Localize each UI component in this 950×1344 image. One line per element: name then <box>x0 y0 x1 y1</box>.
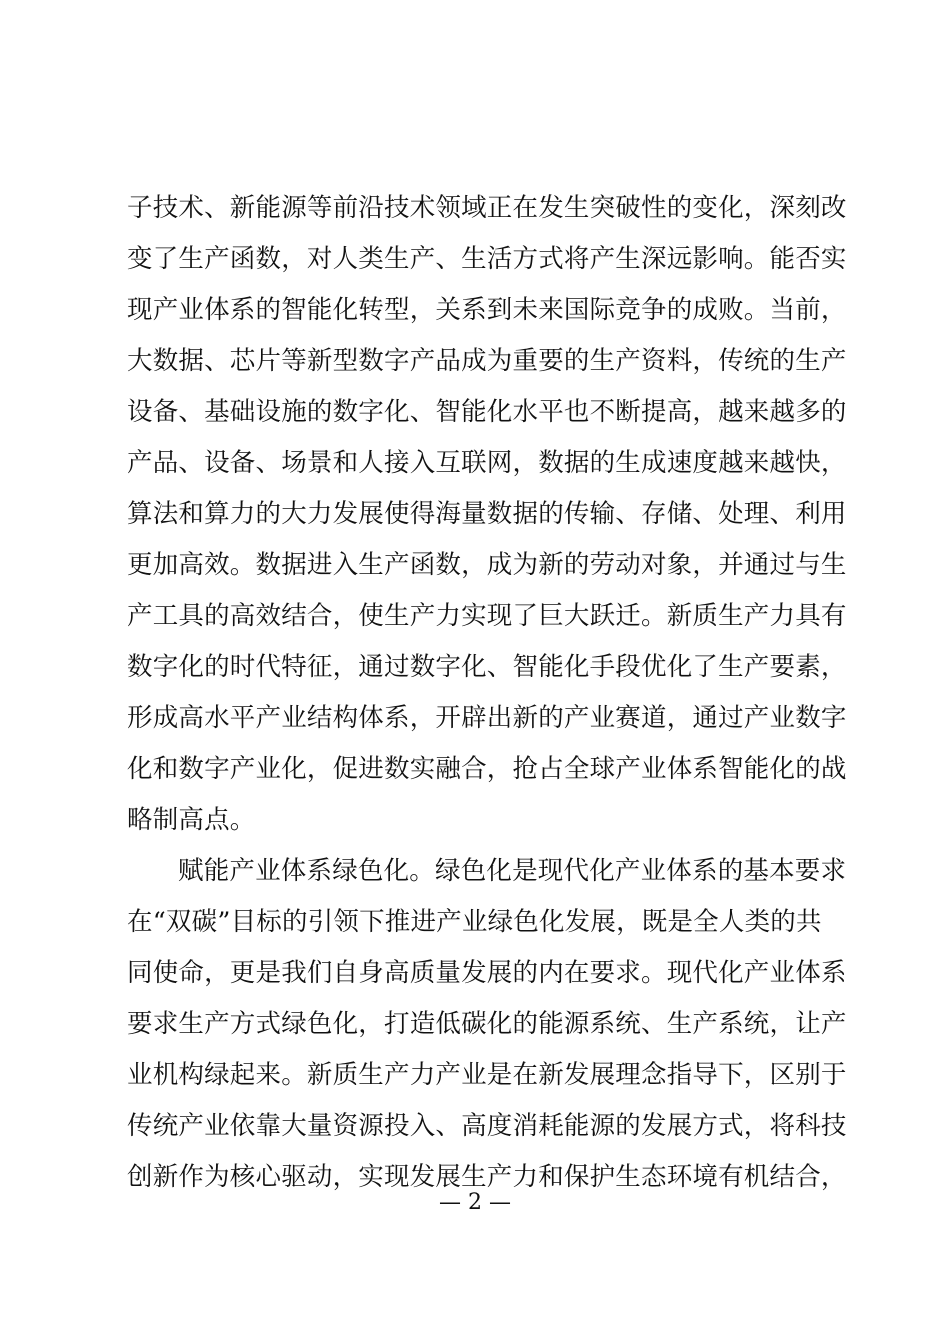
text-line: 略制高点。 <box>127 805 256 835</box>
text-line: 变了生产函数，对人类生产、生活方式将产生深远影响。能否实 <box>127 244 847 274</box>
text-line: 现产业体系的智能化转型，关系到未来国际竞争的成败。当前， <box>127 295 847 325</box>
text-line: 大数据、芯片等新型数字产品成为重要的生产资料，传统的生产 <box>127 346 847 376</box>
text-line: 更加高效。数据进入生产函数，成为新的劳动对象，并通过与生 <box>127 550 847 580</box>
text-line: 产品、设备、场景和人接入互联网，数据的生成速度越来越快， <box>127 448 847 478</box>
body-text <box>127 183 847 1203</box>
text-line: 算法和算力的大力发展使得海量数据的传输、存储、处理、利用 <box>127 499 847 529</box>
text-line: 形成高水平产业结构体系，开辟出新的产业赛道，通过产业数字 <box>127 703 847 733</box>
paragraph <box>127 183 847 846</box>
text-line: 赋能产业体系绿色化。绿色化是现代化产业体系的基本要求 <box>178 856 847 886</box>
text-line: 要求生产方式绿色化，打造低碳化的能源系统、生产系统，让产 <box>127 1009 847 1039</box>
text-line: 业机构绿起来。新质生产力产业是在新发展理念指导下，区别于 <box>127 1060 847 1090</box>
text-line: 产工具的高效结合，使生产力实现了巨大跃迁。新质生产力具有 <box>127 601 847 631</box>
text-line: 在“双碳”目标的引领下推进产业绿色化发展，既是全人类的共 <box>127 907 822 937</box>
text-line: 子技术、新能源等前沿技术领域正在发生突破性的变化，深刻改 <box>127 193 847 223</box>
paragraph <box>127 846 847 1203</box>
page-number: — 2 — <box>439 1190 511 1215</box>
text-line: 创新作为核心驱动，实现发展生产力和保护生态环境有机结合， <box>127 1162 847 1192</box>
text-line: 设备、基础设施的数字化、智能化水平也不断提高，越来越多的 <box>127 397 847 427</box>
text-line: 同使命，更是我们自身高质量发展的内在要求。现代化产业体系 <box>127 958 847 988</box>
text-line: 数字化的时代特征，通过数字化、智能化手段优化了生产要素， <box>127 652 847 682</box>
text-line: 传统产业依靠大量资源投入、高度消耗能源的发展方式，将科技 <box>127 1111 847 1141</box>
text-line: 化和数字产业化，促进数实融合，抢占全球产业体系智能化的战 <box>127 754 847 784</box>
